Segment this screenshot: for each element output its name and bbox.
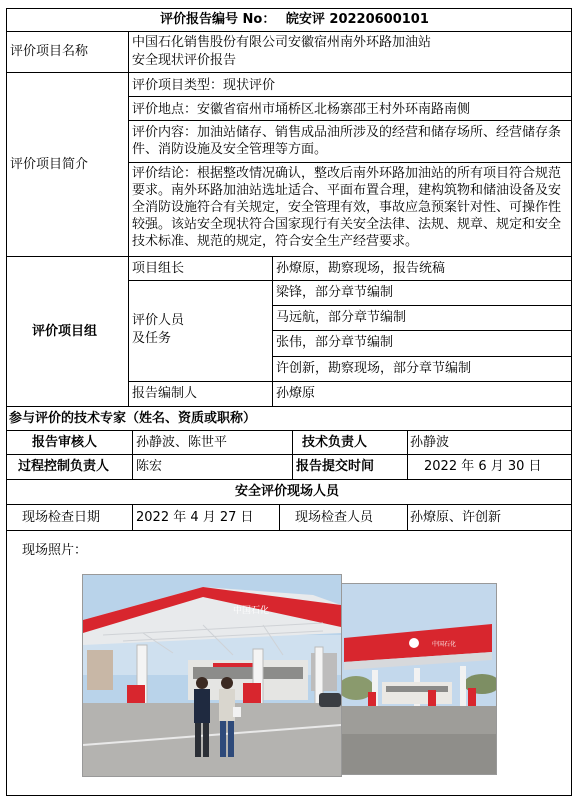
canopy-brand-text: 中国石化 (233, 606, 270, 616)
team-member: 许创新，勘察现场，部分章节编制 (276, 361, 472, 376)
onsite-date-value: 2022 年 4 月 27 日 (136, 510, 254, 525)
project-type: 评价项目类型：现状评价 (132, 78, 276, 93)
team-leader-value: 孙燎原，勘察现场，报告统稿 (276, 261, 446, 276)
process-value: 陈宏 (136, 459, 163, 474)
gas-station-photo-2 (342, 584, 496, 774)
reviewer-label: 报告审核人 (32, 435, 98, 450)
reviewer-value: 孙静波、陈世平 (136, 435, 228, 450)
report-writer-value-cell (272, 381, 572, 407)
experts-header: 参与评价的技术专家（姓名、资质或职称） (9, 411, 257, 426)
submit-time-label: 报告提交时间 (296, 459, 375, 474)
report-number (160, 12, 429, 28)
onsite-date-label: 现场检查日期 (22, 510, 101, 525)
team-leader-label: 项目组长 (132, 261, 185, 276)
team-member: 张伟，部分章节编制 (276, 335, 394, 350)
photo-label: 现场照片： (22, 543, 88, 558)
project-name-label: 评价项目名称 (10, 44, 89, 59)
tech-lead-value: 孙静波 (410, 435, 450, 450)
team-members-label-2: 及任务 (132, 331, 172, 346)
project-conclusion: 评价结论：根据整改情况确认，整改后南外环路加油站的所有项目符合规范要求。南外环路加油站选址适合、平面布置合理，建构筑物和储油设备及安全消防设施符合有关规定，安全管理有效，事故应急预案针对性、可操作性较强。该站安全现状符合国家现行有关安全法律、法规、规章、规定和安全技术标准、规范的规定，符合安全生产经营要求。 (132, 166, 562, 249)
team-member: 梁锋，部分章节编制 (276, 285, 394, 300)
project-name-line1: 中国石化销售股份有限公司安徽宿州南外环路加油站 (132, 35, 432, 50)
process-label: 过程控制负责人 (18, 459, 110, 474)
project-name-line2: 安全现状评价报告 (132, 53, 237, 68)
project-content: 评价内容：加油站储存、销售成品油所涉及的经营和储存场所、经营储存条件、消防设施及安全管理等方面。 (132, 125, 562, 157)
report-writer-value: 孙燎原 (276, 386, 316, 401)
canopy-brand-text-small: 中国石化 (432, 641, 457, 648)
project-intro-label: 评价项目简介 (10, 157, 89, 172)
onsite-staff-label: 现场检查人员 (295, 510, 374, 525)
site-photo-2 (341, 583, 497, 775)
tech-lead-label: 技术负责人 (302, 435, 368, 450)
project-location: 评价地点：安徽省宿州市埇桥区北杨寨邵王村外环南路南侧 (132, 102, 471, 117)
submit-time-value: 2022 年 6 月 30 日 (424, 459, 542, 474)
team-members-label-1: 评价人员 (132, 313, 185, 328)
report-number-label: 评价报告编号 No： (160, 12, 276, 27)
team-member: 马远航，部分章节编制 (276, 310, 407, 325)
site-photo-1 (82, 574, 342, 777)
team-label: 评价项目组 (32, 324, 98, 339)
report-number-value: 皖安评 20220600101 (285, 12, 429, 27)
onsite-header: 安全评价现场人员 (235, 484, 340, 499)
onsite-staff-value: 孙燎原、许创新 (410, 510, 502, 525)
report-writer-label: 报告编制人 (132, 386, 198, 401)
gas-station-photo-1 (83, 575, 341, 776)
